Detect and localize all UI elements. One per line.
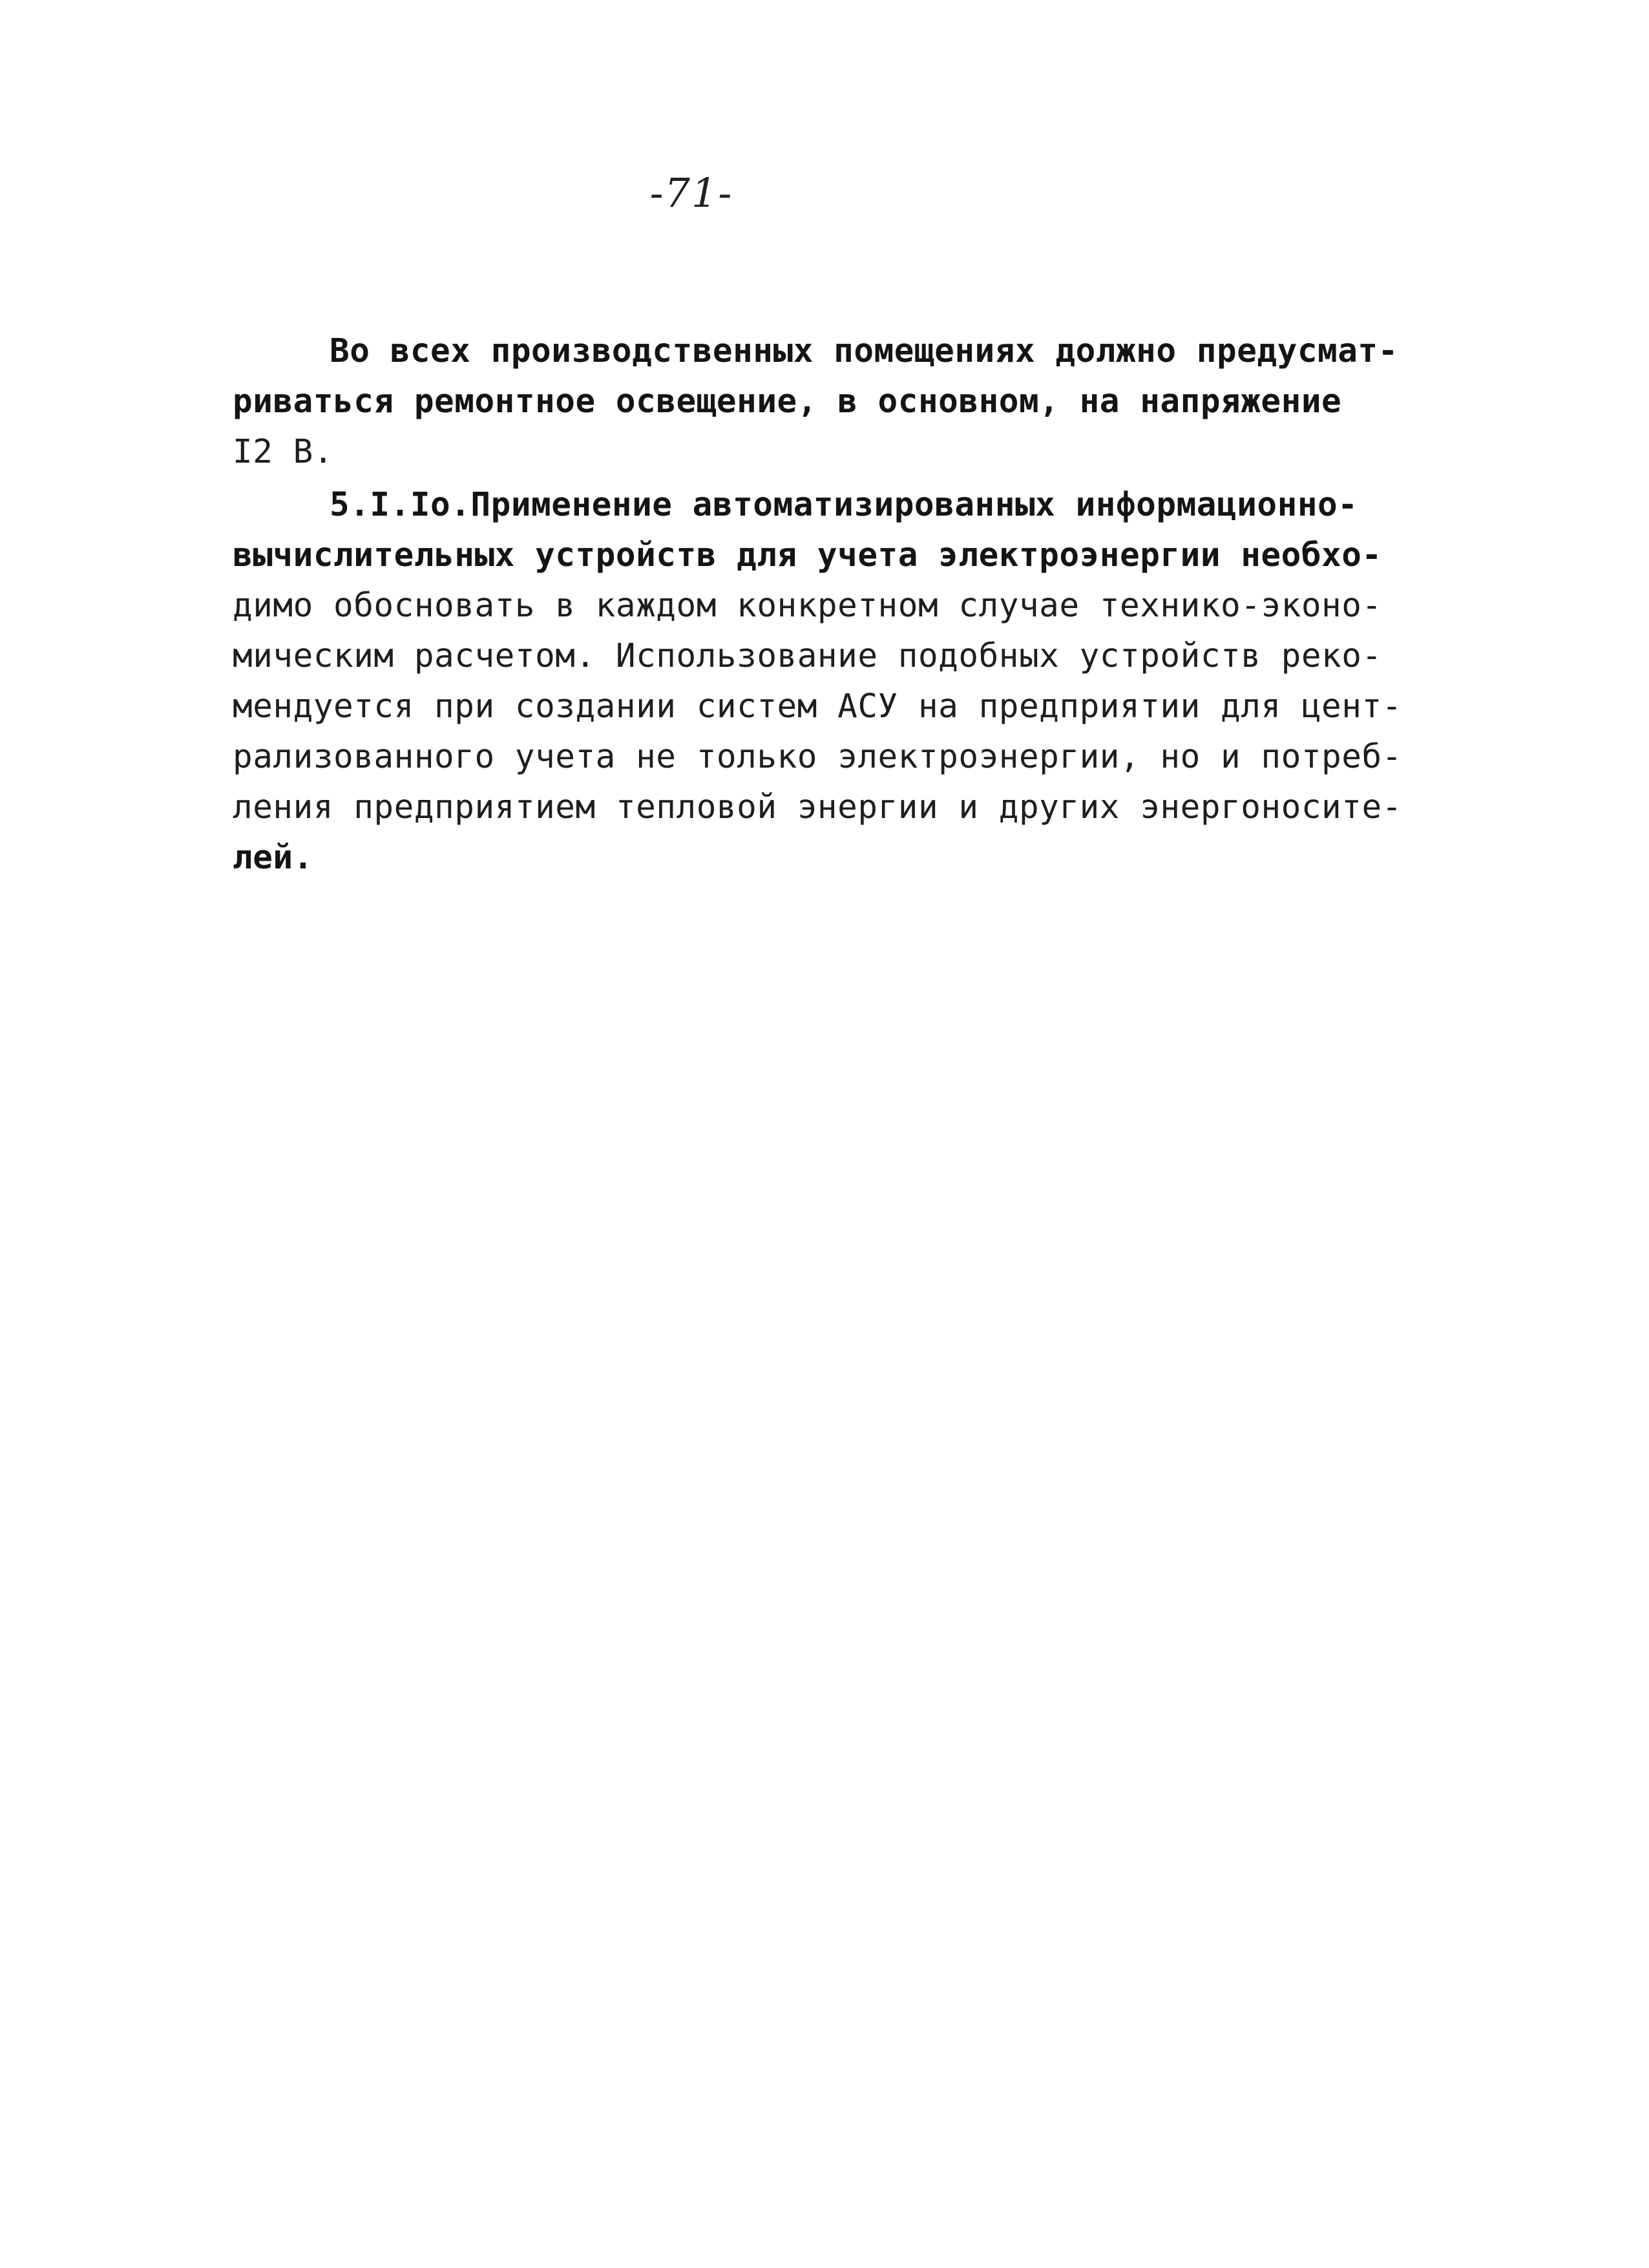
text-line: риваться ремонтное освещение, в основном, на напряжение xyxy=(233,383,1342,421)
text-line: рализованного учета не только электроэнергии, но и потреб- xyxy=(233,738,1402,776)
text-line: вычислительных устройств для учета электроэнергии необхо- xyxy=(233,536,1382,574)
text-line: ления предприятием тепловой энергии и других энергоносите- xyxy=(233,788,1402,826)
text-line: мическим расчетом. Использование подобных устройств реко- xyxy=(233,637,1382,675)
text-line: димо обосновать в каждом конкретном случае технико-эконо- xyxy=(233,587,1382,625)
text-line: 5.I.Io.Применение автоматизированных информационно- xyxy=(330,486,1358,524)
paragraph-automated-metering xyxy=(233,480,1447,883)
text-line: I2 В. xyxy=(233,433,334,471)
paragraph-repair-lighting xyxy=(233,326,1447,478)
page-number: -71- xyxy=(649,169,733,216)
body-text xyxy=(233,326,1447,883)
text-line: мендуется при создании систем АСУ на предприятии для цент- xyxy=(233,688,1402,726)
text-line: Во всех производственных помещениях должно предусмат- xyxy=(330,332,1398,370)
text-line: лей. xyxy=(233,839,313,877)
